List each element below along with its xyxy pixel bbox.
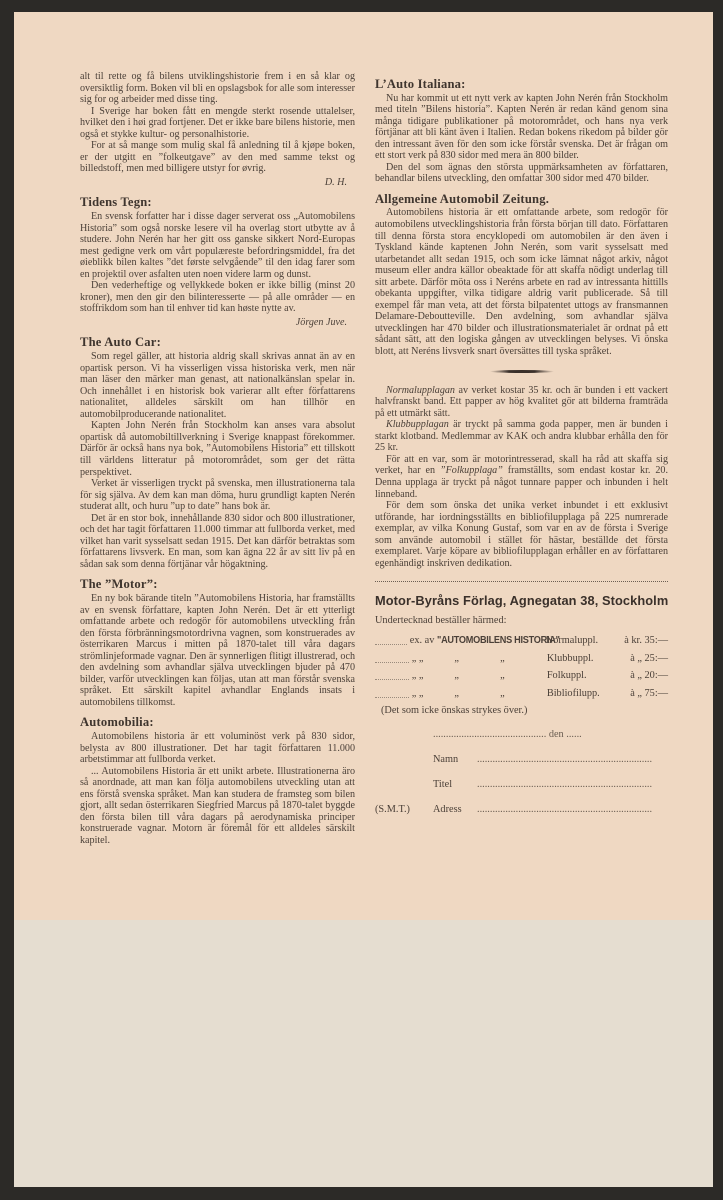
section-heading: Allgemeine Automobil Zeitung. (375, 191, 550, 206)
ditto-marks: „ „ (454, 652, 505, 664)
order-book (409, 632, 560, 650)
title-line (375, 774, 668, 795)
quantity-field[interactable] (375, 632, 407, 645)
right-column (375, 79, 668, 820)
edition-price: à kr. 35:— (624, 635, 668, 647)
review-paragraph: Kapten John Nerén från Stockholm kan anses vara absolut opartisk då automobiltillverkning i Sverige knappast förekommer. Därför är också hans nya bok, ”Automobilens Historia” ett tillskott till världens litteratur på motorområdet, som ger det rätta perspektivet. (80, 420, 355, 478)
edition-name: ”Folkupplaga” (440, 465, 503, 477)
intro-paragraph: I Sverige har boken fått en mengde sterkt rosende uttalelser, hvilket den i høi grad fortjener. Det er ikke bare bilens historie, men også et stykke kultur- og personalhistorie. (80, 105, 355, 140)
order-row (375, 632, 668, 650)
edition-text: av verket kostar 35 kr. och är bunden i ett vackert halvfranskt band. Ett papper av hög kvalitet gör att bilderna framträda på ett utmärkt sätt. (375, 384, 668, 419)
signature: Jörgen Juve. (295, 316, 347, 328)
place-date-field[interactable]: ............................................ den ...... (433, 728, 582, 740)
edition-paragraph (375, 454, 668, 500)
ditto-marks: „ „ (454, 687, 505, 699)
edition-label: Folkuppl. (546, 670, 587, 682)
ditto-marks: „ „ (454, 670, 505, 682)
intro-paragraph: alt til rette og få bilens utviklingshistorie frem i en så klar og oversiktlig form. Boken vil bli en opslagsbok for alle som interesser sig for og arbeider med disse ting. (80, 71, 356, 106)
order-row (375, 685, 668, 703)
edition-label: Klubbuppl. (546, 652, 594, 664)
order-form (375, 592, 668, 820)
name-field[interactable]: .................................................................... (477, 753, 653, 765)
printed-leaflet (14, 12, 713, 920)
order-prefix: ex. av (409, 635, 435, 647)
order-book (412, 650, 547, 668)
edition-price: à „ 20:— (630, 670, 668, 682)
review-paragraph: Automobilens historia är ett omfattande arbete, som redogör för automobilens utvecklingshistoria från första början till dato. Författaren till denna första stora encyklopedi om automobilen är den även i Tyskland kände kaptenen John Nerén, som varit sysselsatt med utarbetandet allt sedan 1915, och som icke lämnat något arkiv, något museum eller andra källor obeaktade för att skaffa nödigt underlag till sitt arbete. Därför möta oss i Neréns arbete en rad av intressanta hittills obekanta uppgifter, vilka tidigare aldrig varit publicerade. Så till exempel får man veta, att det första bilpatentet uttogs av fransmannen Delamare-Deboutteville. Den avdelning, som avhandlar själva utvecklingen har 470 bilder och illustrationsmaterialet är ordnat på ett sådant sätt, att den logiska gången av utvecklingen belyses. Vi önska blott, att Neréns livsverk snart översättes till tyska språket. (375, 207, 668, 358)
order-intro: Undertecknad beställer härmed: (375, 614, 507, 626)
edition-price: à „ 25:— (630, 652, 668, 664)
edition-paragraph (375, 385, 668, 420)
order-book (412, 667, 547, 685)
order-prefix: „ „ (411, 652, 424, 664)
review-paragraph: Det är en stor bok, innehållande 830 sidor och 800 illustrationer, och det har tagit författaren 11.000 timmar att fullborda verket, med vilket han varit sysselsatt sedan 1915. Det kan därför betraktas som författarens livsverk. En man, som kan ägna 22 år av sitt liv på en sådan sak som denna förtjänar vår högaktning. (80, 512, 355, 570)
edition-text: För att en var, som är motorintresserad, skall ha råd att skaffa sig verket, har en (375, 453, 668, 477)
edition-paragraph (375, 419, 668, 454)
review-paragraph: Som regel gäller, att historia aldrig skall skrivas annat än av en opartisk person. Vi ha visserligen vissa historiska verk, men när man läser den märker man genast, att nationalkänslan spelar in. Och innehållet i en historisk bok varierar allt efter författarens nationalitet, alldeles särskilt om han tillhör en automobilproducerande nationalitet. (80, 351, 355, 420)
edition-name: Normalupplagan (386, 384, 455, 396)
edition-label: Normaluppl. (545, 635, 599, 647)
section-heading: Tidens Tegn: (80, 195, 152, 210)
quantity-field[interactable] (375, 650, 409, 663)
title-label: Titel (433, 778, 453, 790)
ornamental-rule (490, 370, 554, 373)
spacer (375, 724, 433, 745)
address-label: Adress (433, 803, 462, 815)
quantity-field[interactable] (375, 667, 409, 680)
name-line (375, 749, 668, 770)
order-rows (375, 632, 668, 702)
spacer (375, 749, 433, 770)
section-heading: Automobilia: (80, 715, 154, 730)
address-line (375, 799, 668, 820)
address-field[interactable]: .................................................................... (477, 803, 653, 815)
review-paragraph: En svensk forfatter har i disse dager serverat oss „Automobilens Historia” som også norske lesere vil ha overlag stort utbytte av å studere. John Nerén har her gitt oss ganske sikkert Nord-Europas mest gedigne verk om vårt populæreste befordringsmiddel, fra det øieblikk bilen kaltes ”det første selvgående” til den idag farer som en projektil over asfalten uten noen videre larm og dunst. (80, 211, 355, 280)
quantity-field[interactable] (375, 685, 409, 698)
review-paragraph: Den del som ägnas den största uppmärksamheten av författaren, behandlar bilens utveckling, den omfattar 300 sidor med 470 bilder. (375, 161, 668, 185)
intro-paragraph: For at så mange som mulig skal få anledning til å kjøpe boken, er der utgitt en ”folkeutgave” av den med samme tekst og billedstoff, men med billigere utstyr for øvrig. (80, 140, 355, 175)
review-paragraph: Den vederheftige og vellykkede boken er ikke billig (minst 20 kroner), men den gir den bilinteresserte — på alle områder — en stoffrikdom som han til enhver tid kan høste nytte av. (80, 280, 355, 315)
order-row (375, 667, 668, 685)
left-column (80, 71, 355, 846)
signature: D. H. (324, 176, 347, 188)
date-line (375, 724, 668, 745)
review-paragraph: Verket är visserligen tryckt på svenska, men illustrationerna tala för sig själva. Av dem kan man döma, huru grundligt kapten Nerén studerat allt, och huru ”up to date” hans bok är. (80, 478, 355, 513)
title-field[interactable]: .................................................................... (477, 778, 653, 790)
edition-text: är tryckt på samma goda papper, men är bunden i starkt klotband. Medlemmar av KAK och andra klubbar erhålla den för 25 kr. (375, 419, 668, 454)
edition-name: Klubbupplagan (386, 419, 449, 431)
name-label: Namn (433, 753, 459, 765)
edition-text: framställts, som endast kostar kr. 20. Denna upplaga är tryckt på något tunnare papper och inbunden i helt linneband. (375, 465, 668, 500)
order-book (412, 685, 547, 703)
order-prefix: „ „ (411, 670, 424, 682)
edition-price: à „ 75:— (630, 687, 668, 699)
cut-line (375, 581, 668, 582)
order-prefix: „ „ (411, 687, 424, 699)
review-paragraph: En ny bok bärande titeln ”Automobilens Historia, har framställts av en svensk författare, kapten John Nerén. Det är ett ytterligt omfattande arbete och redogör för automobilens utveckling från den första förbränningsmotordrivna vagnen, som konstruerades av österrikaren Marcus i mitten på 1870-talet till våra dagars strömlinjeformade vagnar. Den är synnerligen flitigt illustrerad, och den avdelning som avhandlar själva utvecklingen bjuder på 470 bilder, varför utvecklingen kan följas, utan att man förstår svenska språket. Ett särskilt kapitel avhandlar Englands insats i automobilens tillkomst. (80, 592, 355, 708)
publisher-address: Motor-Byråns Förlag, Agnegatan 38, Stockholm (375, 593, 669, 609)
review-paragraph: Nu har kommit ut ett nytt verk av kapten John Nerén från Stockholm med titeln ”Bilens historia”. Kapten Nerén är redan känd genom sina många tidigare publikationer på motorområdet, och hans nya verk förtjänar att bli känt även i Italien. Redan bokens rikedom på bilder gör den intressant även för den som icke förstår svenska. Det är frågan om ett stort verk på 830 sidor med mera än 800 bilder. (375, 92, 668, 162)
book-title: "AUTOMOBILENS HISTORIA" (436, 635, 560, 647)
review-paragraph: ... Automobilens Historia är ett unikt arbete. Illustrationerna äro så anordnade, att man kan följa automobilens utveckling utan att ens förstå svenska språket. Man kan studera de framsteg som bilen gjort, allt sedan österrikaren Siegfried Marcus på 1870-talet byggde den första bilen till våra dagars på aerodynamiska principer konstruerade vagnar. Motorn är föremål för ett alldeles särskilt kapitel. (80, 765, 355, 846)
section-heading: The ”Motor”: (80, 577, 158, 592)
section-heading: L’Auto Italiana: (375, 77, 466, 91)
section-heading: The Auto Car: (80, 335, 161, 350)
edition-label: Bibliofilupp. (546, 687, 600, 699)
spacer (375, 774, 433, 795)
review-paragraph: Automobilens historia är ett voluminöst verk på 830 sidor, belysta av 800 illustrationer. Det har tagit författaren 11.000 arbetstimmar att fullborda verket. (80, 730, 355, 766)
order-row (375, 650, 668, 668)
strike-note: (Det som icke önskas strykes över.) (381, 705, 528, 717)
smt-code: (S.M.T.) (375, 803, 410, 815)
edition-paragraph: För dem som önska det unika verket inbundet i ett exklusivt utförande, har iordningsställts en bibliofilupplaga på 225 numrerade exemplar, av vilka Konung Gustaf, som var en av de första i Sverige som använde automobil i stället för hästar, beställde det första exemplaret. Varje köpare av bibliofilupplagan erhåller en av författaren egenhändigt inskriven dedikation. (375, 500, 668, 569)
document-page (14, 12, 713, 1187)
